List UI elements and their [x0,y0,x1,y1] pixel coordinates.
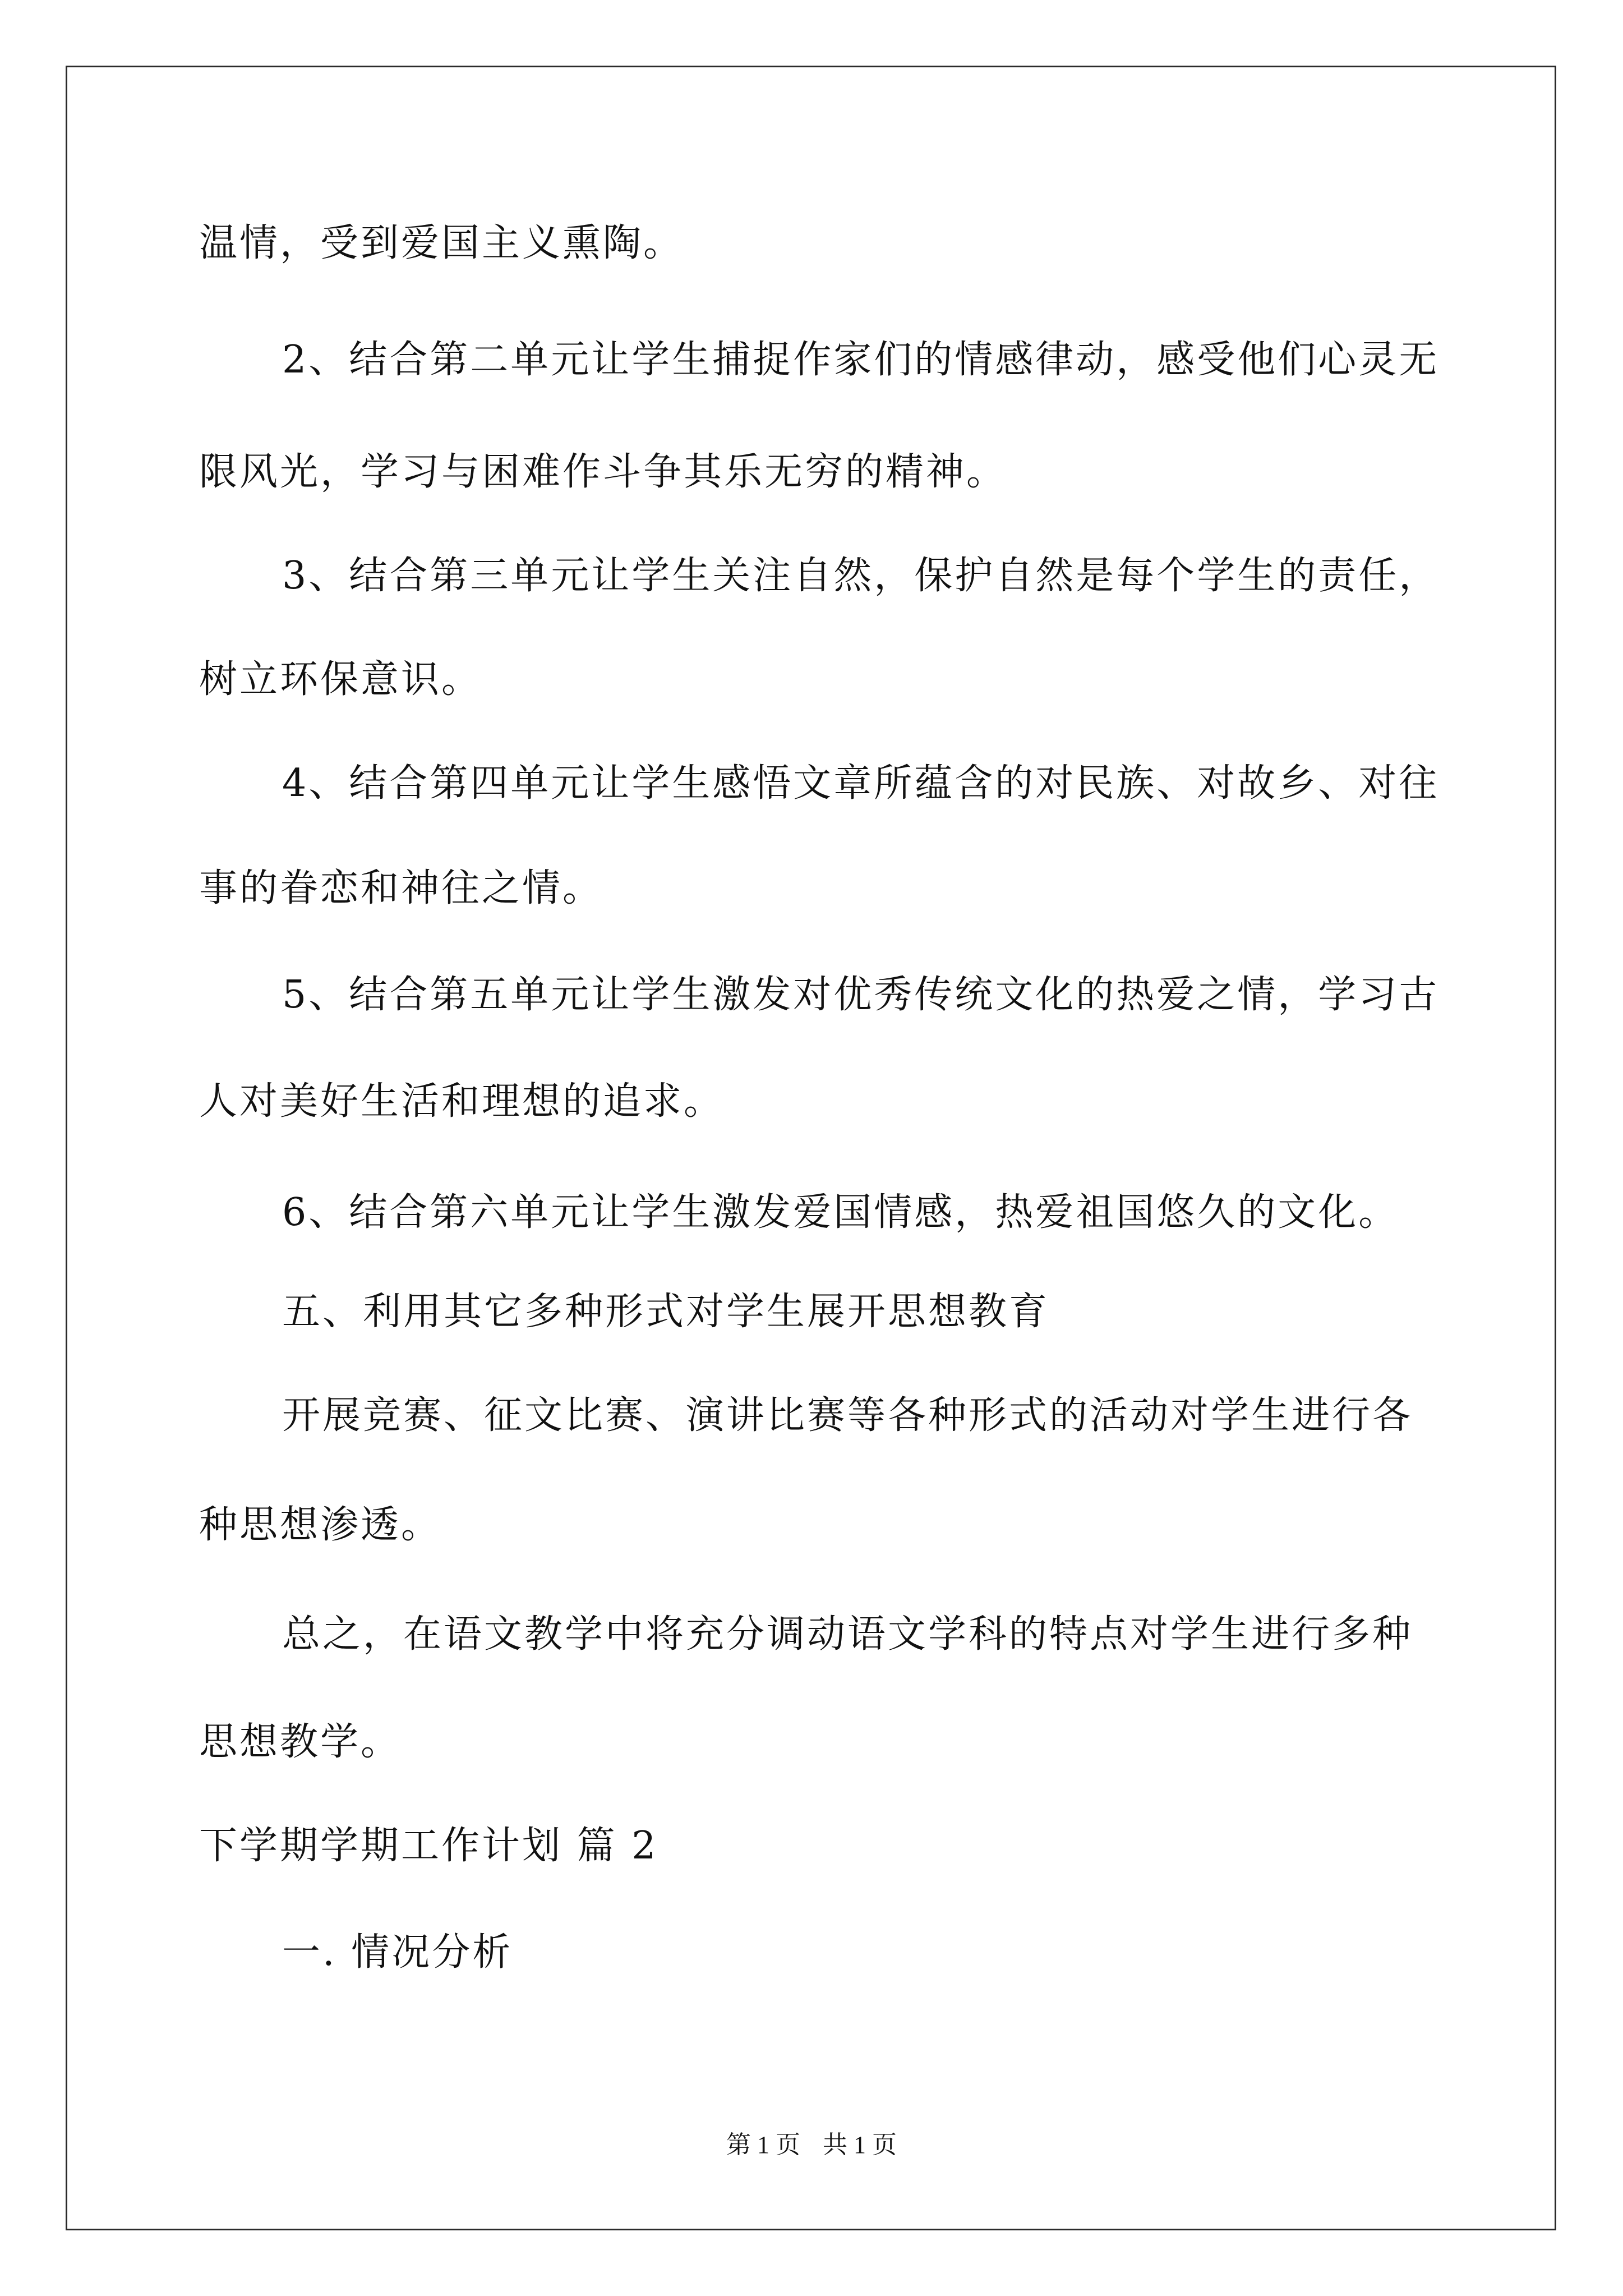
page-footer [0,2133,1623,2157]
paragraph-line: 总之，在语文教学中将充分调动语文学科的特点对学生进行多种 [282,1612,1413,1657]
paragraph-line: 思想教学。 [199,1720,402,1764]
paragraph-line: 4、结合第四单元让学生感悟文章所蕴含的对民族、对故乡、对往 [282,761,1440,806]
paragraph-line: 限风光，学习与困难作斗争其乐无穷的精神。 [199,450,1007,494]
paragraph-line: 5、结合第五单元让学生激发对优秀传统文化的热爱之情，学习古 [282,973,1440,1017]
paragraph-line: 开展竞赛、征文比赛、演讲比赛等各种形式的活动对学生进行各 [282,1393,1413,1438]
section-title: 下学期学期工作计划 篇 2 [199,1824,658,1868]
page-number: 第 1 页 [726,2131,800,2159]
paragraph-line: 人对美好生活和理想的追求。 [199,1079,725,1124]
paragraph-line: 6、结合第六单元让学生激发爱国情感，热爱祖国悠久的文化。 [282,1190,1399,1235]
paragraph-line: 温情，受到爱国主义熏陶。 [199,221,684,265]
paragraph-line: 3、结合第三单元让学生关注自然，保护自然是每个学生的责任， [282,554,1440,598]
section-heading: 五、利用其它多种形式对学生展开思想教育 [282,1290,1050,1334]
paragraph-line: 种思想渗透。 [199,1503,442,1547]
page-total: 共 1 页 [823,2131,897,2159]
section-heading: 一. 情况分析 [282,1930,513,1975]
paragraph-line: 树立环保意识。 [199,657,482,702]
paragraph-line: 2、结合第二单元让学生捕捉作家们的情感律动，感受他们心灵无 [282,338,1440,382]
paragraph-line: 事的眷恋和神往之情。 [199,866,603,910]
